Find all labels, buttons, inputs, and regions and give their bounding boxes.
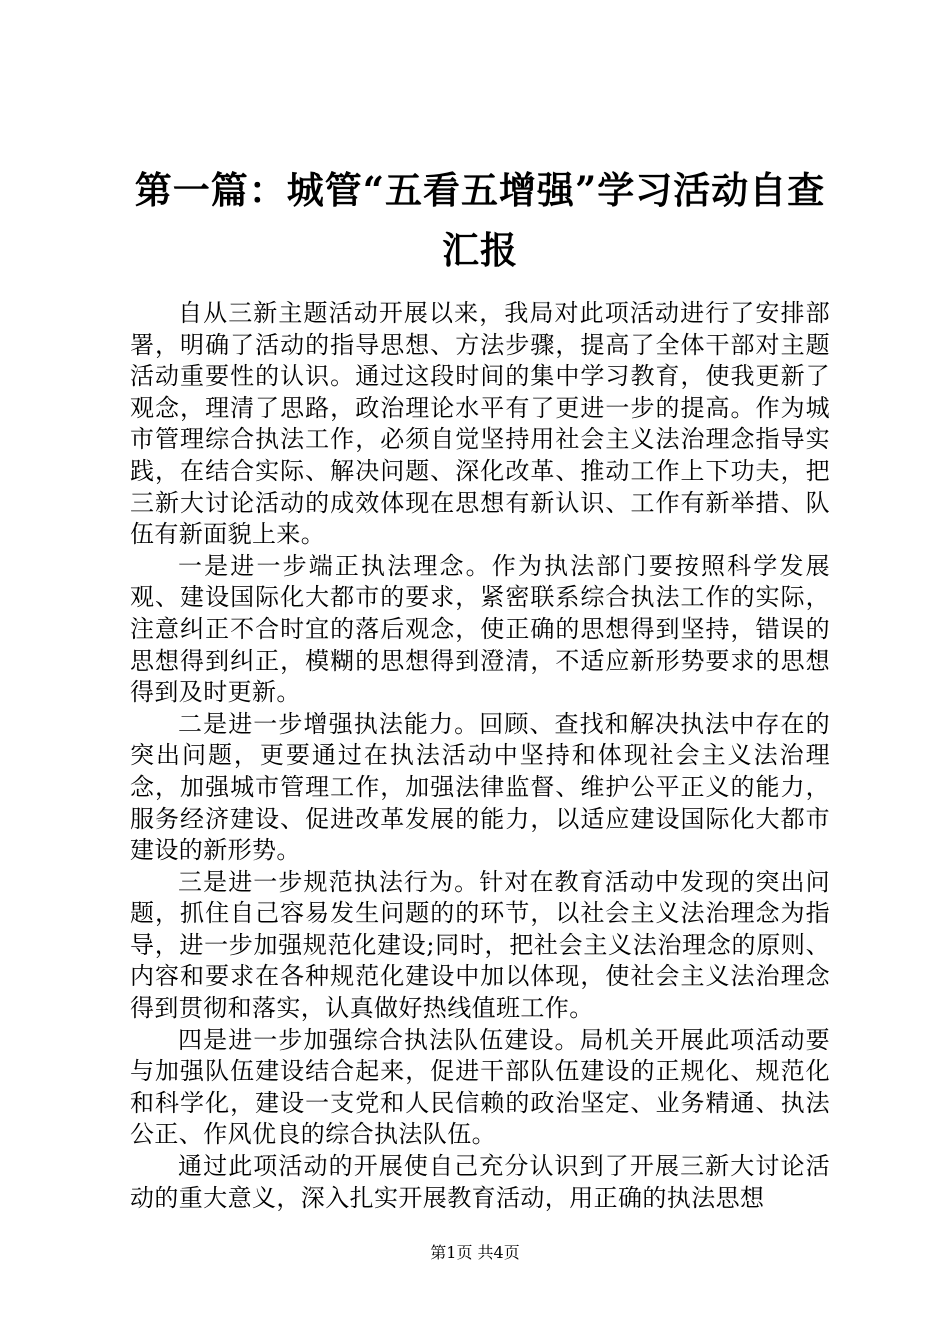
paragraph: 通过此项活动的开展使自己充分认识到了开展三新大讨论活动的重大意义，深入扎实开展教育活动，用正确的执法思想 — [130, 1152, 830, 1212]
paragraph: 四是进一步加强综合执法队伍建设。局机关开展此项活动要与加强队伍建设结合起来，促进干部队伍建设的正规化、规范化和科学化，建设一支党和人民信赖的政治坚定、业务精通、执法公正、作风优良的综合执法队伍。 — [130, 1025, 830, 1149]
paragraph: 自从三新主题活动开展以来，我局对此项活动进行了安排部署，明确了活动的指导思想、方法步骤，提高了全体干部对主题活动重要性的认识。通过这段时间的集中学习教育，使我更新了观念，理清了思路，政治理论水平有了更进一步的提高。作为城市管理综合执法工作，必须自觉坚持用社会主义法治理念指导实践，在结合实际、解决问题、深化改革、推动工作上下功夫，把三新大讨论活动的成效体现在思想有新认识、工作有新举措、队伍有新面貌上来。 — [130, 299, 830, 549]
paragraph: 三是进一步规范执法行为。针对在教育活动中发现的突出问题，抓住自己容易发生问题的的环节，以社会主义法治理念为指导，进一步加强规范化建设;同时，把社会主义法治理念的原则、内容和要求在各种规范化建设中加以体现，使社会主义法治理念得到贯彻和落实，认真做好热线值班工作。 — [130, 867, 830, 1023]
document-title: 第一篇：城管“五看五增强”学习活动自查汇报 — [134, 168, 826, 272]
document-body — [130, 298, 830, 1214]
paragraph: 一是进一步端正执法理念。作为执法部门要按照科学发展观、建设国际化大都市的要求，紧密联系综合执法工作的实际，注意纠正不合时宜的落后观念，使正确的思想得到坚持，错误的思想得到纠正，模糊的思想得到澄清，不适应新形势要求的思想得到及时更新。 — [130, 551, 830, 707]
page-footer: 第1页 共4页 — [430, 1243, 520, 1262]
paragraph: 二是进一步增强执法能力。回顾、查找和解决执法中存在的突出问题，更要通过在执法活动中坚持和体现社会主义法治理念，加强城市管理工作，加强法律监督、维护公平正义的能力，服务经济建设、促进改革发展的能力，以适应建设国际化大都市建设的新形势。 — [130, 709, 830, 865]
